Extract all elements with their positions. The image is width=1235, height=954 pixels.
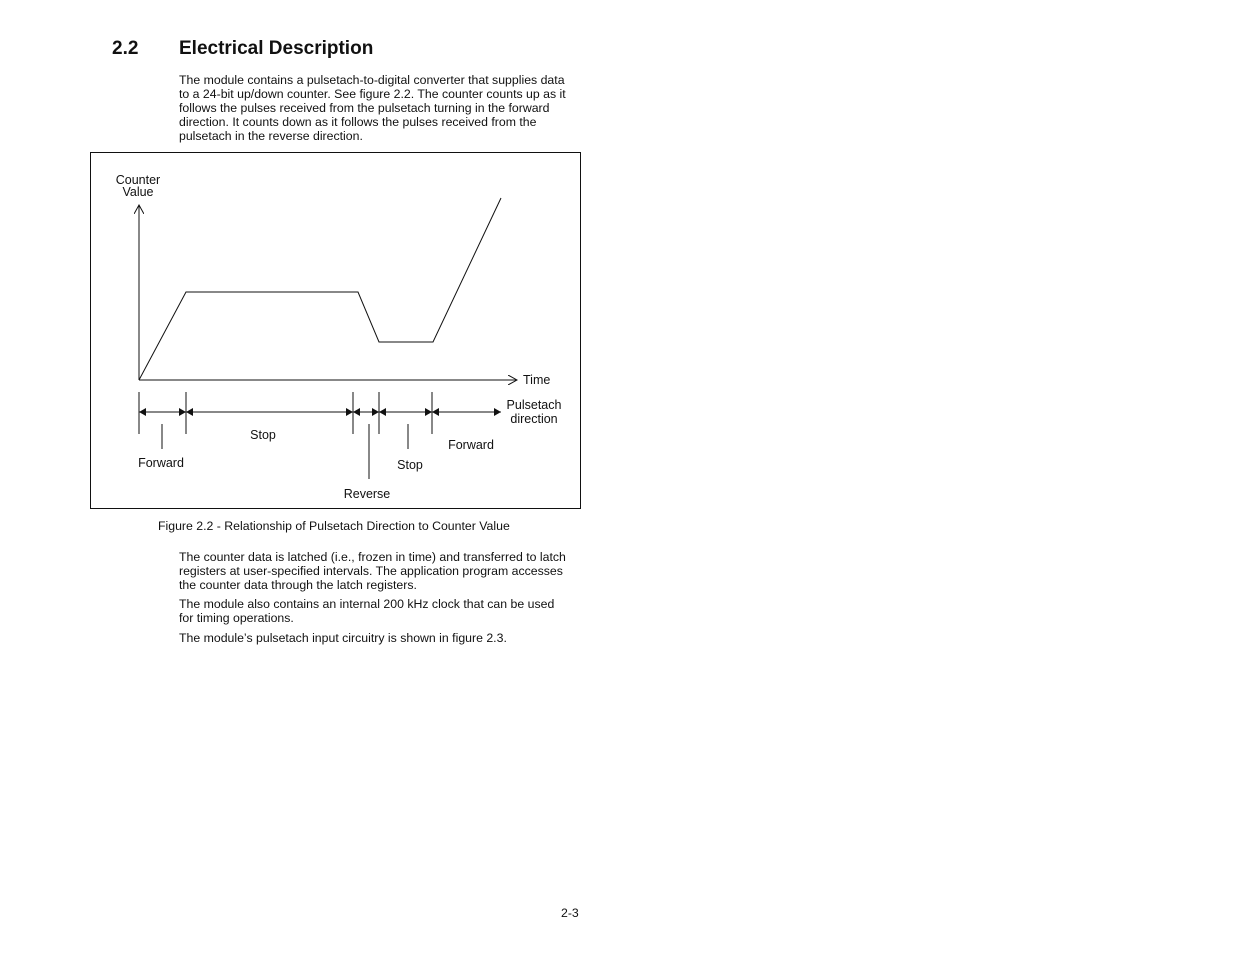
x-axis-label: Time [523, 373, 551, 387]
figure-2-2 [90, 152, 581, 509]
page-number: 2-3 [561, 906, 579, 920]
clock-paragraph: The module also contains an internal 200 kHz clock that can be used for timing operations. [179, 597, 555, 625]
section-number: 2.2 [112, 38, 139, 59]
segment-label-stop-2: Stop [397, 458, 423, 472]
counter-diagram [91, 153, 580, 508]
figure-caption: Figure 2.2 - Relationship of Pulsetach Direction to Counter Value [158, 519, 510, 533]
intro-paragraph: The module contains a pulsetach-to-digital converter that supplies data to a 24-bit up/down counter. See figure 2.2. The counter counts up as it follows the pulses received from the pulsetach turning in the forward direction. It counts down as it follows the pulses received from the pulsetach in the reverse direction. [179, 73, 566, 143]
circuitry-paragraph: The module’s pulsetach input circuitry is shown in figure 2.3. [179, 631, 507, 645]
label-leaders [162, 424, 408, 479]
segment-label-forward-2: Forward [448, 438, 494, 452]
segment-label-stop-1: Stop [250, 428, 276, 442]
counter-value-line [139, 198, 501, 380]
latch-paragraph: The counter data is latched (i.e., frozen in time) and transferred to latch registers at user-specified intervals. The application program accesses the counter data through the latch registers. [179, 550, 566, 592]
segment-boundaries [139, 392, 432, 434]
y-axis-label-line2: Value [122, 185, 154, 199]
section-title: Electrical Description [179, 38, 374, 59]
direction-label-line2: direction [510, 412, 558, 426]
direction-label: Pulsetach [506, 398, 562, 412]
y-axis-label: Counter [115, 173, 161, 187]
segment-label-forward-1: Forward [138, 456, 184, 470]
segment-label-reverse: Reverse [343, 487, 391, 501]
